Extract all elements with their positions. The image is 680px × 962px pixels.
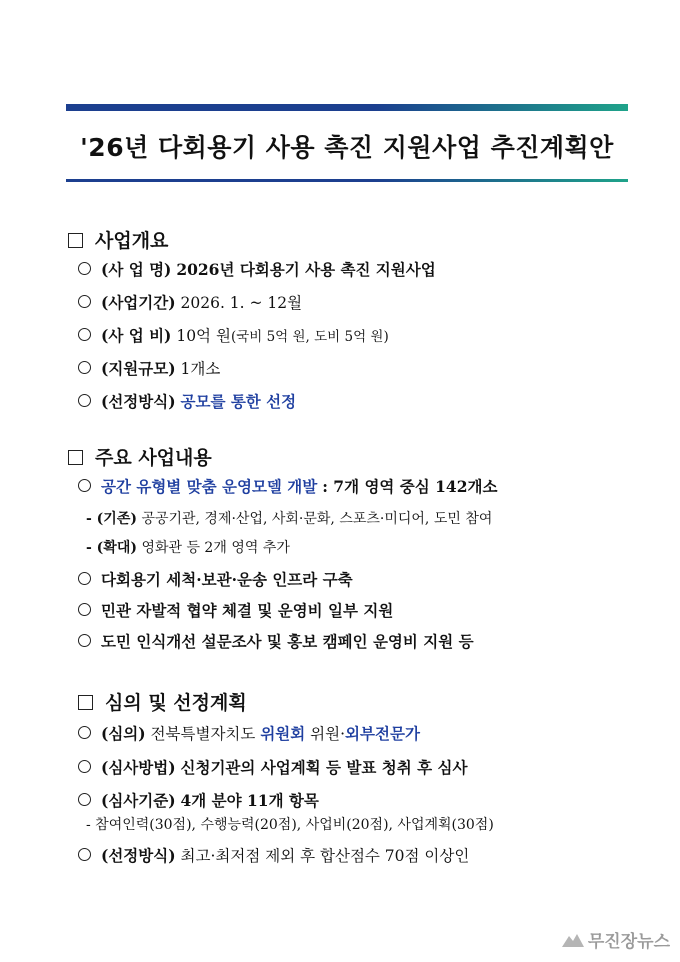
overview-item-selection: (선정방식) 공모를 통한 선정 <box>78 390 296 412</box>
overview-item-budget: (사 업 비) 10억 원(국비 5억 원, 도비 5억 원) <box>78 324 389 346</box>
square-bullet-icon <box>68 450 83 465</box>
mountain-logo-icon <box>562 932 584 948</box>
square-bullet-icon <box>78 695 93 710</box>
circle-bullet-icon <box>78 394 91 407</box>
watermark: 무진장뉴스 <box>562 927 670 952</box>
section-heading-overview: 사업개요 <box>68 226 168 253</box>
title-band <box>66 104 628 182</box>
circle-bullet-icon <box>78 726 91 739</box>
title-top-bar <box>66 104 628 111</box>
circle-bullet-icon <box>78 634 91 647</box>
circle-bullet-icon <box>78 603 91 616</box>
title-bottom-bar <box>66 179 628 182</box>
circle-bullet-icon <box>78 479 91 492</box>
circle-bullet-icon <box>78 262 91 275</box>
content-item-campaign: 도민 인식개선 설문조사 및 홍보 캠페인 운영비 지원 등 <box>78 630 474 652</box>
document-title: '26년 다회용기 사용 촉진 지원사업 추진계획안 <box>80 133 614 162</box>
circle-bullet-icon <box>78 848 91 861</box>
review-item-method: (심사방법) 신청기관의 사업계획 등 발표 청취 후 심사 <box>78 756 467 778</box>
circle-bullet-icon <box>78 760 91 773</box>
overview-item-name: (사 업 명) 2026년 다회용기 사용 촉진 지원사업 <box>78 258 436 280</box>
section-heading-content: 주요 사업내용 <box>68 443 212 470</box>
circle-bullet-icon <box>78 572 91 585</box>
content-subitem-expansion: - (확대) 영화관 등 2개 영역 추가 <box>86 540 290 556</box>
review-item-selection: (선정방식) 최고·최저점 제외 후 합산점수 70점 이상인 <box>78 844 469 866</box>
circle-bullet-icon <box>78 328 91 341</box>
content-subitem-existing: - (기존) 공공기관, 경제·산업, 사회·문화, 스포츠·미디어, 도민 참여 <box>86 511 493 527</box>
circle-bullet-icon <box>78 361 91 374</box>
section-heading-review: 심의 및 선정계획 <box>78 688 247 715</box>
square-bullet-icon <box>68 233 83 248</box>
review-item-criteria: (심사기준) 4개 분야 11개 항목 <box>78 789 319 811</box>
circle-bullet-icon <box>78 793 91 806</box>
overview-item-period: (사업기간) 2026. 1. ~ 12월 <box>78 291 302 313</box>
content-item-model: 공간 유형별 맞춤 운영모델 개발 : 7개 영역 중심 142개소 <box>78 475 497 497</box>
circle-bullet-icon <box>78 295 91 308</box>
content-item-infrastructure: 다회용기 세척·보관·운송 인프라 구축 <box>78 568 353 590</box>
review-subitem-scores: - 참여인력(30점), 수행능력(20점), 사업비(20점), 사업계획(30점) <box>86 817 494 833</box>
review-item-committee: (심의) 전북특별자치도 위원회 위원·외부전문가 <box>78 722 420 744</box>
content-item-agreement: 민관 자발적 협약 체결 및 운영비 일부 지원 <box>78 599 393 621</box>
overview-item-scale: (지원규모) 1개소 <box>78 357 220 379</box>
